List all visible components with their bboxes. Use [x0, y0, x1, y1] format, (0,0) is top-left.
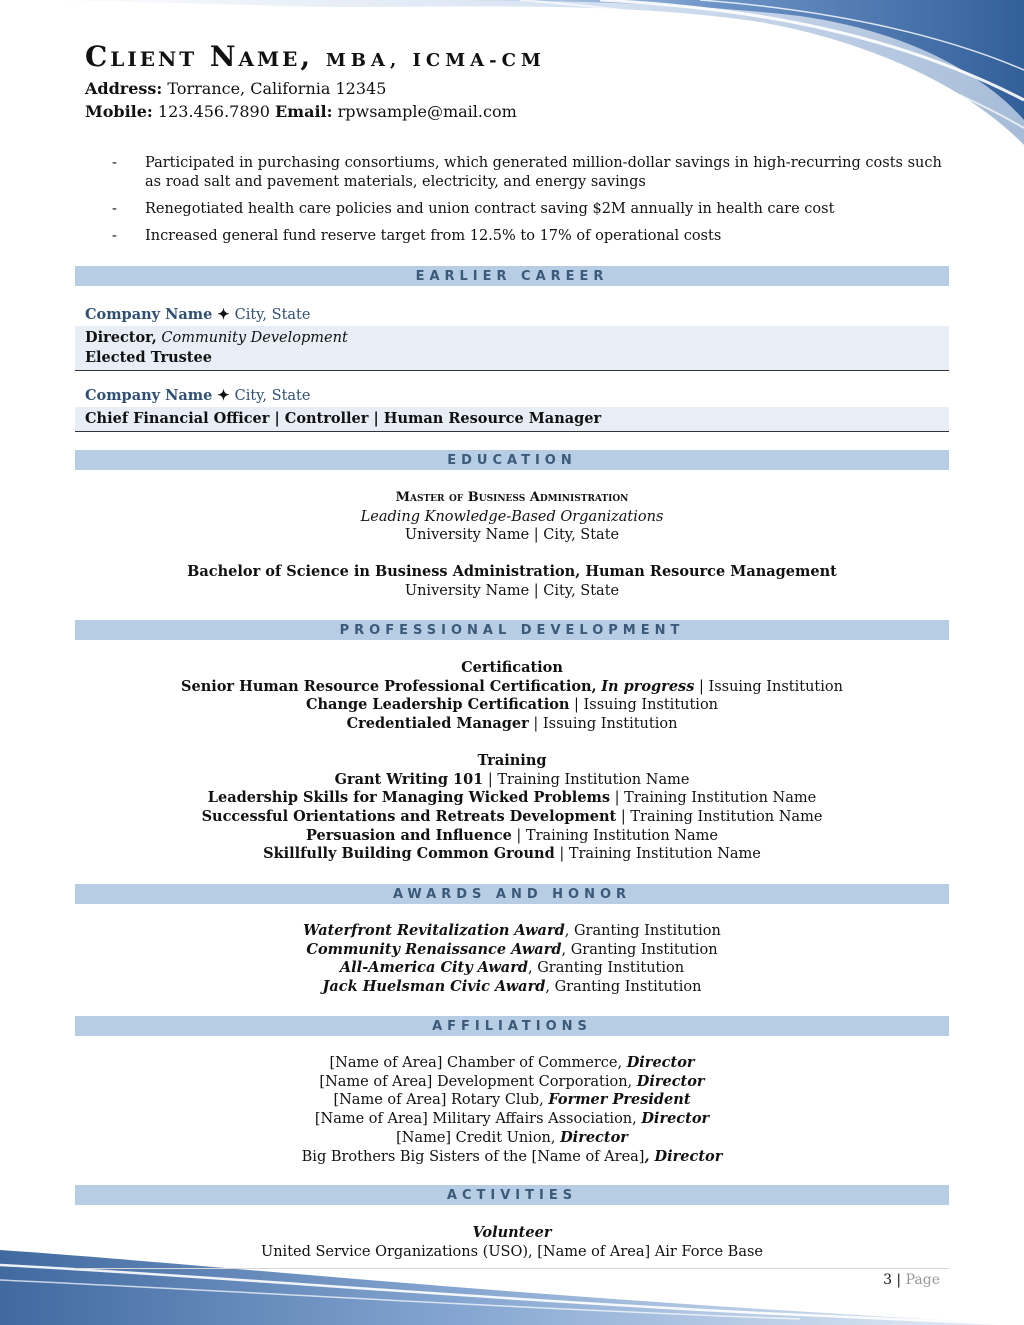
bullet-text: Increased general fund reserve target from 12.5% to 17% of operational costs — [145, 228, 722, 244]
list-item — [75, 978, 949, 997]
activity-heading: Volunteer — [472, 1224, 552, 1241]
cert-name: Credentialed Manager — [346, 715, 529, 733]
activities-block — [75, 1224, 949, 1261]
professional-development-block — [75, 659, 949, 864]
list-item — [75, 808, 949, 827]
training-heading: Training — [477, 751, 547, 769]
awards-block — [75, 922, 949, 997]
training-institution: | Training Institution Name — [616, 808, 823, 825]
company-name: Company Name — [85, 306, 213, 323]
affiliation-org: [Name of Area] Military Affairs Association, — [314, 1111, 642, 1128]
training-institution: | Training Institution Name — [610, 790, 817, 807]
address-line — [85, 79, 546, 98]
activity-line: United Service Organizations (USO), [Name of Area] Air Force Base — [261, 1243, 763, 1260]
mobile-value: 123.456.7890 — [157, 102, 270, 121]
affiliation-role: Director — [560, 1128, 628, 1146]
education-block — [75, 489, 949, 601]
list-item — [75, 1110, 949, 1129]
company-line — [75, 304, 949, 326]
page-number-separator: | — [891, 1272, 906, 1288]
job-entry — [75, 385, 949, 432]
job-entry — [75, 304, 949, 371]
contact-line — [85, 102, 546, 121]
list-item — [75, 1148, 949, 1167]
company-location: City, State — [234, 388, 311, 404]
bullet-text: Participated in purchasing consortiums, which generated million-dollar savings in high-recurring costs such as road salt and pavement materials, electricity, and energy savings — [145, 155, 942, 190]
list-item — [75, 771, 949, 790]
section-heading-education: EDUCATION — [75, 450, 949, 470]
affiliation-org: [Name of Area] Development Corporation, — [319, 1073, 637, 1090]
award-name: Waterfront Revitalization Award — [303, 922, 565, 939]
job-title: Chief Financial Officer | Controller | Human Resource Manager — [85, 410, 602, 427]
company-line — [75, 385, 949, 407]
degree-title: Master of Business Administration — [395, 490, 629, 505]
cert-institution: | Issuing Institution — [694, 678, 843, 695]
list-item — [75, 696, 949, 715]
cert-institution: | Issuing Institution — [528, 716, 678, 733]
cert-institution: | Issuing Institution — [569, 697, 719, 714]
affiliation-org: [Name of Area] Rotary Club, — [333, 1092, 549, 1109]
affiliation-org: [Name of Area] Chamber of Commerce, — [329, 1055, 627, 1071]
bullet-marker: - — [112, 201, 117, 217]
job-details — [75, 326, 949, 371]
list-item — [75, 959, 949, 978]
cert-name: Change Leadership Certification — [305, 696, 570, 714]
resume-header — [85, 40, 546, 121]
training-name: Successful Orientations and Retreats Development — [201, 807, 617, 825]
section-heading-professional-development: PROFESSIONAL DEVELOPMENT — [75, 620, 949, 640]
job-title-secondary: Elected Trustee — [85, 349, 212, 366]
address-value: Torrance, California 12345 — [167, 79, 387, 98]
affiliation-role: Former President — [548, 1091, 691, 1109]
list-item — [75, 1054, 949, 1073]
mobile-label: Mobile: — [85, 102, 153, 121]
page-number-value: 3 — [883, 1272, 892, 1288]
email-label: Email: — [274, 102, 333, 121]
award-institution: , Granting Institution — [545, 979, 702, 996]
section-heading-activities: ACTIVITIES — [75, 1185, 949, 1205]
bullet-marker: - — [112, 155, 117, 171]
training-name: Grant Writing 101 — [334, 770, 484, 788]
training-name: Persuasion and Influence — [306, 826, 512, 844]
affiliation-role: Director — [641, 1110, 710, 1128]
list-item — [75, 845, 949, 864]
page-label: Page — [905, 1272, 940, 1288]
list-item — [75, 715, 949, 734]
job-details — [75, 407, 949, 432]
company-location: City, State — [234, 307, 311, 323]
list-item — [75, 1073, 949, 1092]
cert-status: In progress — [601, 677, 695, 695]
list-item — [75, 1091, 949, 1110]
degree-title: Bachelor of Science in Business Administration, Human Resource Management — [187, 563, 837, 581]
list-item — [75, 827, 949, 846]
cert-name: Senior Human Resource Professional Certification, — [181, 677, 597, 695]
list-item — [112, 227, 947, 246]
separator-star-icon: ✦ — [217, 306, 230, 323]
list-item — [75, 941, 949, 960]
section-heading-earlier-career: EARLIER CAREER — [75, 266, 949, 286]
affiliation-role: Director — [626, 1054, 695, 1071]
affiliation-org: [Name] Credit Union, — [396, 1129, 561, 1146]
training-institution: | Training Institution Name — [511, 827, 718, 844]
page-number — [883, 1272, 940, 1288]
training-name: Skillfully Building Common Ground — [263, 845, 555, 863]
training-name: Leadership Skills for Managing Wicked Problems — [207, 789, 611, 807]
award-institution: , Granting Institution — [527, 960, 685, 977]
list-item — [75, 678, 949, 697]
award-name: Jack Huelsman Civic Award — [322, 978, 546, 996]
list-item — [112, 200, 947, 219]
footer-divider — [75, 1268, 949, 1269]
job-title: Director, — [85, 329, 157, 346]
list-item — [75, 1129, 949, 1148]
affiliation-role: , Director — [644, 1147, 723, 1165]
certification-heading: Certification — [461, 659, 563, 676]
bullet-text: Renegotiated health care policies and union contract saving $2M annually in health care cost — [145, 201, 835, 217]
award-institution: , Granting Institution — [564, 923, 721, 939]
section-heading-affiliations: AFFILIATIONS — [75, 1016, 949, 1036]
company-name: Company Name — [85, 387, 213, 404]
award-name: All-America City Award — [339, 959, 528, 977]
affiliation-org: Big Brothers Big Sisters of the [Name of Area] — [301, 1148, 645, 1165]
name-text: Client Name, — [85, 40, 314, 73]
achievement-list — [112, 154, 947, 254]
credentials: MBA, ICMA-CM — [325, 50, 546, 71]
email-value: rpwsample@mail.com — [337, 102, 517, 121]
section-heading-awards: AWARDS AND HONOR — [75, 884, 949, 904]
degree-concentration: Leading Knowledge-Based Organizations — [360, 508, 664, 525]
degree-school: University Name | City, State — [404, 582, 620, 599]
affiliations-block — [75, 1054, 949, 1166]
award-name: Community Renaissance Award — [306, 940, 562, 958]
list-item — [75, 789, 949, 808]
training-institution: | Training Institution Name — [483, 771, 690, 788]
job-department: Community Development — [161, 330, 348, 346]
award-institution: , Granting Institution — [561, 941, 718, 958]
bullet-marker: - — [112, 228, 117, 244]
affiliation-role: Director — [636, 1072, 705, 1090]
list-item — [75, 922, 949, 941]
separator-star-icon: ✦ — [217, 387, 230, 404]
training-institution: | Training Institution Name — [554, 846, 761, 863]
client-name — [85, 40, 546, 73]
address-label: Address: — [85, 79, 163, 98]
list-item — [112, 154, 947, 192]
degree-school: University Name | City, State — [404, 527, 620, 544]
